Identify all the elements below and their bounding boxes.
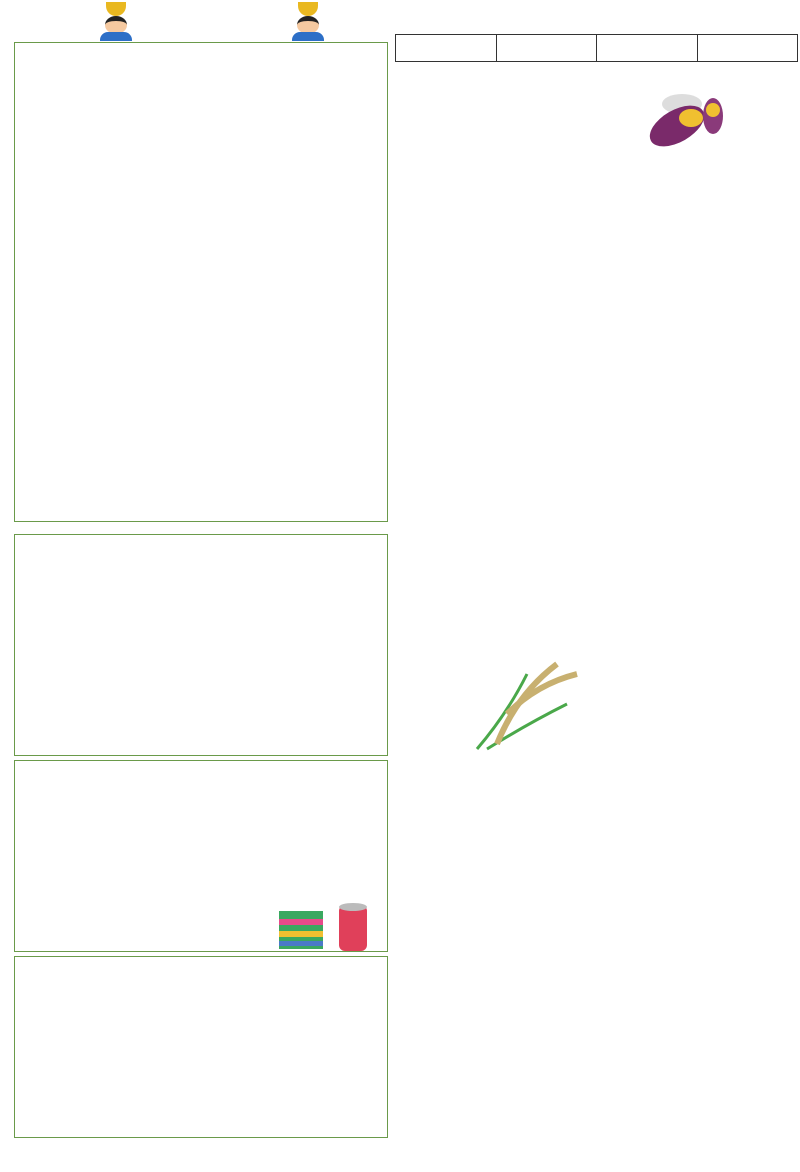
recycle-items-icon [277,901,373,953]
header-day [396,35,497,62]
calendar-table [395,34,798,62]
pampas-grass-icon [467,654,587,754]
header-weekday [496,35,597,62]
trophy-kid-icon [288,2,328,40]
calendar [395,34,798,62]
left-header [14,0,388,42]
header-time [697,35,798,62]
sweet-potato-icon [627,64,737,156]
chorus-box [14,534,388,756]
calendar-header-row [396,35,798,62]
results-box [14,42,388,522]
trophy-kid-icon [96,2,136,40]
december-box [14,956,388,1138]
header-event [597,35,698,62]
recycle-box [14,760,388,952]
left-column [14,0,388,1138]
